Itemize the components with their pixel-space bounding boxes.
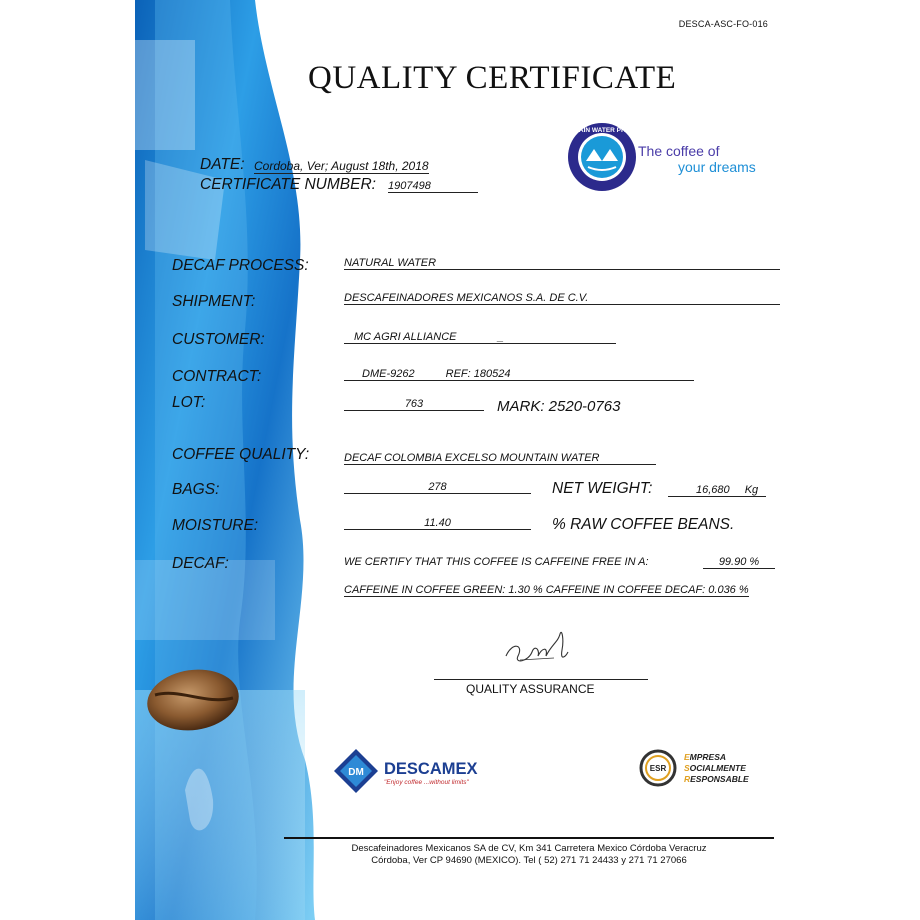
decaf-label: DECAF: xyxy=(172,555,229,572)
esr-line-3: RESPONSABLE xyxy=(684,774,749,784)
decaf-process-value: NATURAL WATER xyxy=(344,257,780,270)
decaf-process-label: DECAF PROCESS: xyxy=(172,257,309,274)
esr-logo xyxy=(638,746,768,795)
customer-suffix: _ xyxy=(497,331,504,343)
lot-label: LOT: xyxy=(172,394,206,411)
moisture-value: 11.40 xyxy=(344,517,531,530)
slogan-line-2: your dreams xyxy=(678,159,756,175)
descamex-mark xyxy=(330,746,490,796)
net-weight-label: NET WEIGHT: xyxy=(552,480,653,497)
shipment-value: DESCAFEINADORES MEXICANOS S.A. DE C.V. xyxy=(344,292,780,305)
shipment-label: SHIPMENT: xyxy=(172,293,256,310)
certify-text: WE CERTIFY THAT THIS COFFEE IS CAFFEINE FREE IN A: xyxy=(344,556,649,568)
bags-label: BAGS: xyxy=(172,481,220,498)
quality-assurance-label: QUALITY ASSURANCE xyxy=(466,682,595,696)
customer-value xyxy=(344,331,616,344)
descamex-name: DESCAMEX xyxy=(384,760,478,778)
net-weight-number: 16,680 xyxy=(696,484,730,496)
descamex-tagline: "Enjoy coffee ...without limits" xyxy=(384,779,469,786)
contract-value xyxy=(344,368,694,381)
descamex-mark-text: DM xyxy=(348,767,364,778)
document-code: DESCA-ASC-FO-016 xyxy=(678,19,768,29)
lot-value: 763 xyxy=(344,398,484,411)
footer-divider xyxy=(284,837,774,839)
descamex-logo xyxy=(330,746,490,801)
net-weight-unit: Kg xyxy=(744,484,759,496)
slogan-line-1: The coffee of xyxy=(638,143,720,159)
certificate-number-label: CERTIFICATE NUMBER: xyxy=(200,176,376,193)
brand-slogan xyxy=(638,143,756,175)
net-weight-value xyxy=(668,484,766,497)
caffeine-content: CAFFEINE IN COFFEE GREEN: 1.30 % CAFFEINE IN COFFEE DECAF: 0.036 % xyxy=(344,584,749,596)
esr-mark xyxy=(638,746,768,790)
certificate-number-value: 1907498 xyxy=(388,180,478,193)
contract-label: CONTRACT: xyxy=(172,368,262,385)
customer-label: CUSTOMER: xyxy=(172,331,265,348)
esr-line-2: SOCIALMENTE xyxy=(684,763,746,773)
coffee-quality-value: DECAF COLOMBIA EXCELSO MOUNTAIN WATER xyxy=(344,452,656,465)
footer-line-1: Descafeinadores Mexicanos SA de CV, Km 341 Carretera Mexico Córdoba Veracruz xyxy=(351,843,707,854)
esr-mark-text: ESR xyxy=(649,764,667,773)
coffee-quality-label: COFFEE QUALITY: xyxy=(172,446,310,463)
date-label: DATE: xyxy=(200,156,245,173)
moisture-label: MOISTURE: xyxy=(172,517,259,534)
signature-image xyxy=(502,622,572,670)
bags-value: 278 xyxy=(344,481,531,494)
certify-value: 99.90 % xyxy=(703,556,775,569)
mountain-water-process-logo xyxy=(555,121,649,193)
esr-line-1: EMPRESA xyxy=(684,752,727,762)
mark-value: MARK: 2520-0763 xyxy=(497,398,621,415)
contract-number: DME-9262 xyxy=(362,368,415,380)
signature-line xyxy=(434,679,648,680)
contract-ref: REF: 180524 xyxy=(445,368,511,380)
moisture-suffix: % RAW COFFEE BEANS. xyxy=(552,516,735,533)
page-title: QUALITY CERTIFICATE xyxy=(308,60,677,96)
customer-name: MC AGRI ALLIANCE xyxy=(354,331,457,343)
footer-address xyxy=(284,843,774,867)
footer-line-2: Córdoba, Ver CP 94690 (MEXICO). Tel ( 52) 271 71 24433 y 271 71 27066 xyxy=(371,855,687,866)
date-value: Cordoba, Ver; August 18th, 2018 xyxy=(254,159,429,173)
logo-text: MOUNTAIN WATER PROCESS xyxy=(555,127,649,134)
